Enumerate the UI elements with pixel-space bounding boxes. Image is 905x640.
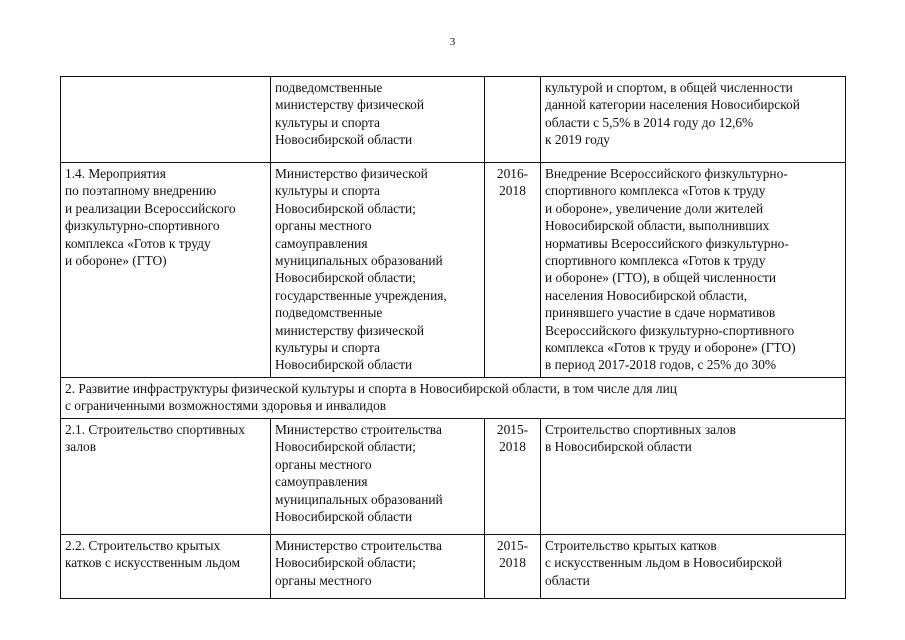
measure-cell-line: 2.1. Строительство спортивных bbox=[65, 421, 245, 437]
period-cell-line: 2015- bbox=[496, 537, 529, 553]
result-cell-line: культурой и спортом, в общей численности bbox=[545, 80, 793, 95]
section-heading bbox=[61, 377, 846, 418]
measure-cell-line: 2.2. Строительство крытых bbox=[65, 537, 221, 553]
measure-cell bbox=[61, 163, 271, 378]
result-cell-line: нормативы Всероссийского физкультурно- bbox=[545, 235, 789, 251]
executor-cell-line: муниципальных образований bbox=[275, 491, 443, 507]
result-cell-line: населения Новосибирской области, bbox=[545, 287, 748, 303]
result-cell-line: Строительство спортивных залов bbox=[545, 421, 736, 437]
result-cell-line: Всероссийского физкультурно-спортивного bbox=[545, 322, 795, 338]
period-cell bbox=[485, 163, 541, 378]
measure-cell-line: комплекса «Готов к труду bbox=[65, 235, 211, 251]
executor-cell-line: Новосибирской области; bbox=[275, 270, 416, 286]
executor-cell-line: подведомственные bbox=[275, 305, 383, 321]
result-cell bbox=[541, 163, 846, 378]
measures-table bbox=[60, 76, 846, 599]
result-cell bbox=[541, 77, 846, 163]
table-row bbox=[61, 163, 846, 378]
result-cell-line: спортивного комплекса «Готов к труду bbox=[545, 183, 766, 199]
executor-cell-line: Министерство строительства bbox=[275, 537, 442, 553]
section-heading-line: 2. Развитие инфраструктуры физической культуры и спорта в Новосибирской области, в том числе для лиц bbox=[65, 380, 677, 396]
table-row bbox=[61, 534, 846, 598]
executor-cell-line: Новосибирской области; bbox=[275, 439, 416, 455]
result-cell-line: области с 5,5% в 2014 году до 12,6% bbox=[545, 114, 754, 130]
executor-cell-line: Новосибирской области bbox=[275, 508, 413, 524]
executor-cell-line: Новосибирской области bbox=[275, 357, 413, 373]
executor-cell-line: органы местного bbox=[275, 572, 372, 588]
result-cell-line: принявшего участие в сдаче нормативов bbox=[545, 305, 776, 321]
executor-cell-line: культуры и спорта bbox=[275, 183, 380, 199]
result-cell-line: области bbox=[545, 572, 590, 588]
result-cell-line: Строительство крытых катков bbox=[545, 537, 717, 553]
executor-cell-line: государственные учреждения, bbox=[275, 287, 447, 303]
table-body bbox=[61, 77, 846, 599]
period-cell-line: 2016- bbox=[496, 166, 529, 181]
measure-cell bbox=[61, 77, 271, 163]
section-heading-line: с ограниченными возможностями здоровья и инвалидов bbox=[65, 398, 387, 414]
table-row bbox=[61, 418, 846, 534]
result-cell bbox=[541, 534, 846, 598]
table-row bbox=[61, 77, 846, 163]
result-cell-line: в Новосибирской области bbox=[545, 439, 692, 455]
executor-cell-line: органы местного bbox=[275, 456, 372, 472]
result-cell-line: комплекса «Готов к труду и обороне» (ГТО) bbox=[545, 340, 796, 356]
result-cell-line: спортивного комплекса «Готов к труду bbox=[545, 253, 766, 269]
measure-cell bbox=[61, 418, 271, 534]
measure-cell-line: залов bbox=[65, 439, 97, 455]
executor-cell-line: культуры и спорта bbox=[275, 114, 380, 130]
result-cell bbox=[541, 418, 846, 534]
executor-cell-line: Министерство строительства bbox=[275, 421, 442, 437]
result-cell-line: с искусственным льдом в Новосибирской bbox=[545, 555, 783, 571]
executor-cell bbox=[271, 534, 485, 598]
executor-cell-line: министерству физической bbox=[275, 97, 425, 113]
executor-cell bbox=[271, 77, 485, 163]
result-cell-line: и обороне», увеличение доли жителей bbox=[545, 200, 764, 216]
measure-cell-line: по поэтапному внедрению bbox=[65, 183, 217, 199]
executor-cell bbox=[271, 163, 485, 378]
measure-cell-line: катков с искусственным льдом bbox=[65, 555, 240, 571]
period-cell-line: 2015- bbox=[496, 421, 529, 437]
executor-cell-line: Новосибирской области bbox=[275, 132, 413, 148]
period-cell-line: 2018 bbox=[499, 183, 526, 199]
measure-cell-line: 1.4. Мероприятия bbox=[65, 166, 166, 181]
executor-cell-line: министерству физической bbox=[275, 322, 425, 338]
measure-cell-line: физкультурно-спортивного bbox=[65, 218, 220, 234]
executor-cell-line: Новосибирской области; bbox=[275, 200, 416, 216]
measure-cell bbox=[61, 534, 271, 598]
result-cell-line: в период 2017-2018 годов, с 25% до 30% bbox=[545, 357, 777, 373]
executor-cell-line: Новосибирской области; bbox=[275, 555, 416, 571]
executor-cell-line: подведомственные bbox=[275, 80, 383, 95]
period-cell bbox=[485, 418, 541, 534]
period-cell bbox=[485, 534, 541, 598]
period-cell bbox=[485, 77, 541, 163]
executor-cell-line: самоуправления bbox=[275, 474, 368, 490]
result-cell-line: Новосибирской области, выполнивших bbox=[545, 218, 770, 234]
measure-cell-line: и реализации Всероссийского bbox=[65, 200, 236, 216]
result-cell-line: и обороне» (ГТО), в общей численности bbox=[545, 270, 777, 286]
executor-cell bbox=[271, 418, 485, 534]
measure-cell-line: и обороне» (ГТО) bbox=[65, 253, 167, 269]
period-cell-line: 2018 bbox=[499, 439, 526, 455]
section-row bbox=[61, 377, 846, 418]
period-cell-line: 2018 bbox=[499, 555, 526, 571]
result-cell-line: данной категории населения Новосибирской bbox=[545, 97, 800, 113]
page-number: 3 bbox=[449, 36, 456, 48]
result-cell-line: к 2019 году bbox=[545, 132, 610, 148]
executor-cell-line: органы местного bbox=[275, 218, 372, 234]
executor-cell-line: Министерство физической bbox=[275, 166, 428, 181]
executor-cell-line: самоуправления bbox=[275, 235, 368, 251]
result-cell-line: Внедрение Всероссийского физкультурно- bbox=[545, 166, 788, 181]
executor-cell-line: культуры и спорта bbox=[275, 340, 380, 356]
executor-cell-line: муниципальных образований bbox=[275, 253, 443, 269]
